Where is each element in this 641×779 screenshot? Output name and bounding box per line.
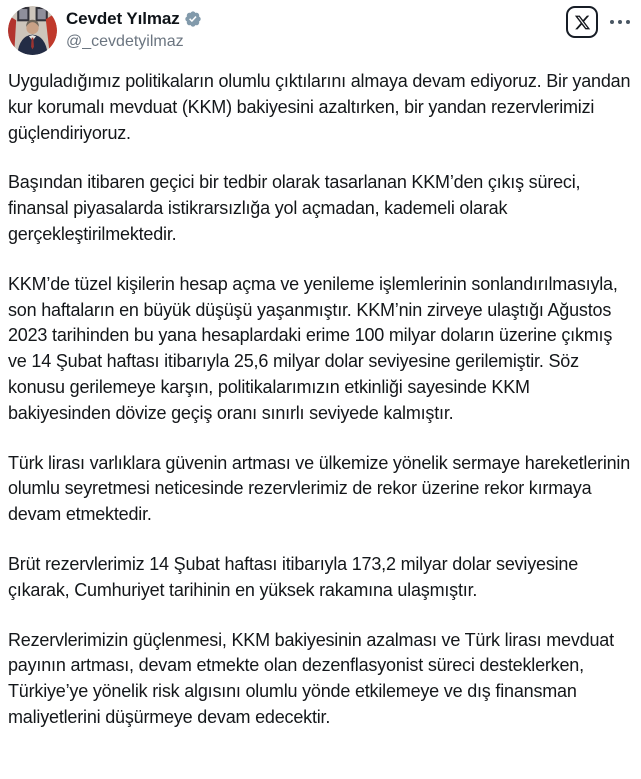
tweet-paragraph: Rezervlerimizin güçlenmesi, KKM bakiyesinin azalması ve Türk lirası mevduat payının artması, devam etmekte olan dezenflasyonist süreci desteklerken, Türkiye’ye yönelik risk algısını olumlu yönde etkilemeye ve dış finansman maliyetlerini düşürmeye devam edecektir. — [8, 629, 614, 727]
author-name[interactable]: Cevdet Yılmaz — [66, 9, 180, 28]
x-logo-icon — [574, 14, 591, 31]
author-name-row — [66, 8, 202, 29]
more-icon — [610, 20, 630, 24]
tweet-paragraph: Uyguladığımız politikaların olumlu çıktılarını almaya devam ediyoruz. Bir yandan kur korumalı mevduat (KKM) bakiyesini azaltırken, bir yandan rezervlerimizi güçlendiriyoruz. — [8, 71, 631, 143]
header-controls — [566, 6, 631, 38]
tweet-paragraph: Başından itibaren geçici bir tedbir olarak tasarlanan KKM’den çıkış süreci, finansal piyasalarda istikrarsızlığa yol açmadan, kademeli olarak gerçekleştirilmektedir. — [8, 172, 581, 244]
tweet-paragraph: Türk lirası varlıklara güvenin artması ve ülkemize yönelik sermaye hareketlerinin olumlu seyretmesi neticesinde rezervlerimiz de rekor üzerine rekor kırmaya devam etmektedir. — [8, 452, 631, 525]
verified-badge-icon — [184, 10, 202, 28]
more-button[interactable] — [609, 17, 631, 27]
tweet-paragraph: Brüt rezervlerimiz 14 Şubat haftası itibarıyla 173,2 milyar dolar seviyesine çıkarak, Cumhuriyet tarihinin en yüksek rakamına ulaşmıştır. — [8, 553, 579, 600]
tweet-paragraph: KKM’de tüzel kişilerin hesap açma ve yenileme işlemlerinin sonlandırılmasıyla, son haftaların en büyük düşüşü yaşanmıştır. KKM’nin zirveye ulaştığı Ağustos 2023 tarihinden bu yana hesaplardaki erime 100 milyar doların üzerine çıkmış ve 14 Şubat haftası itibarıyla 25,6 milyar dolar seviyesine gerilemiştir. Söz konusu gerilemeye karşın, politikalarımızın etkinliği sayesinde KKM bakiyesinden dövize geçiş oranı sınırlı seviyede kalmıştır. — [8, 273, 618, 423]
avatar-image — [8, 6, 57, 55]
avatar[interactable] — [8, 6, 57, 55]
tweet-header — [8, 6, 631, 55]
tweet-text — [8, 69, 631, 731]
x-logo-button[interactable] — [566, 6, 598, 38]
author-block — [66, 6, 202, 51]
author-handle[interactable]: @_cevdetyilmaz — [66, 33, 184, 50]
